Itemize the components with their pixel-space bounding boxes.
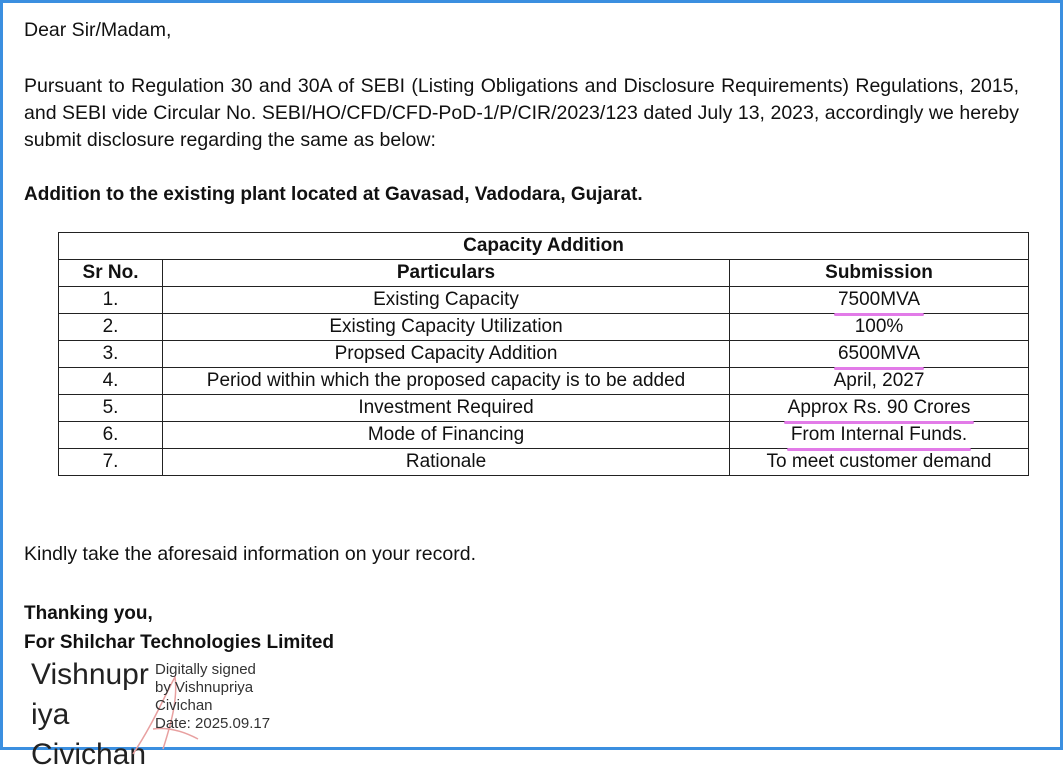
salutation: Dear Sir/Madam,: [24, 19, 172, 41]
submission-cell: To meet customer demand: [730, 449, 1029, 476]
closing-request: Kindly take the aforesaid information on your record.: [24, 543, 476, 565]
signer-name: Vishnupr iya Civichan: [31, 658, 149, 771]
table-row: [59, 341, 1029, 368]
table-header-row: [59, 260, 1029, 287]
thanks-line: Thanking you,: [24, 603, 153, 624]
sr-cell: 2.: [59, 314, 163, 341]
particular-cell: Existing Capacity: [163, 287, 730, 314]
submission-cell: 100%: [730, 314, 1029, 341]
highlighted-value: 7500MVA: [838, 287, 920, 313]
sr-cell: 6.: [59, 422, 163, 449]
column-header: Sr No.: [59, 260, 163, 287]
sr-cell: 4.: [59, 368, 163, 395]
column-header: Particulars: [163, 260, 730, 287]
sr-cell: 1.: [59, 287, 163, 314]
submission-cell: [730, 395, 1029, 422]
submission-cell: April, 2027: [730, 368, 1029, 395]
particular-cell: Mode of Financing: [163, 422, 730, 449]
table-row: [59, 422, 1029, 449]
submission-cell: [730, 287, 1029, 314]
sr-cell: 3.: [59, 341, 163, 368]
sr-cell: 5.: [59, 395, 163, 422]
table-row: [59, 449, 1029, 476]
body-paragraph: Pursuant to Regulation 30 and 30A of SEBI (Listing Obligations and Disclosure Requirements) Regulations, 2015, and SEBI vide Circular No. SEBI/HO/CFD/CFD-PoD-1/P/CIR/2023/123 dated July 13, 2023, accordingly we hereby submit disclosure regarding the same as below:: [24, 75, 1019, 151]
table-row: [59, 368, 1029, 395]
capacity-table: [58, 232, 1029, 476]
particular-cell: Rationale: [163, 449, 730, 476]
table-title: Capacity Addition: [59, 233, 1029, 260]
subject-line: Addition to the existing plant located at Gavasad, Vadodara, Gujarat.: [24, 184, 643, 205]
particular-cell: Investment Required: [163, 395, 730, 422]
submission-cell: [730, 341, 1029, 368]
highlighted-value: 6500MVA: [838, 341, 920, 367]
particular-cell: Existing Capacity Utilization: [163, 314, 730, 341]
column-header: Submission: [730, 260, 1029, 287]
sr-cell: 7.: [59, 449, 163, 476]
signature-details: Digitally signed by Vishnupriya Civichan Date: 2025.09.17: [155, 661, 271, 732]
company-line: For Shilchar Technologies Limited: [24, 632, 335, 653]
particular-cell: Period within which the proposed capacity is to be added: [163, 368, 730, 395]
digital-signature: [27, 655, 347, 771]
table-row: [59, 395, 1029, 422]
highlighted-value: Approx Rs. 90 Crores: [788, 395, 971, 421]
particular-cell: Propsed Capacity Addition: [163, 341, 730, 368]
table-row: [59, 287, 1029, 314]
submission-cell: [730, 422, 1029, 449]
highlighted-value: From Internal Funds.: [791, 422, 967, 448]
table-row: [59, 314, 1029, 341]
